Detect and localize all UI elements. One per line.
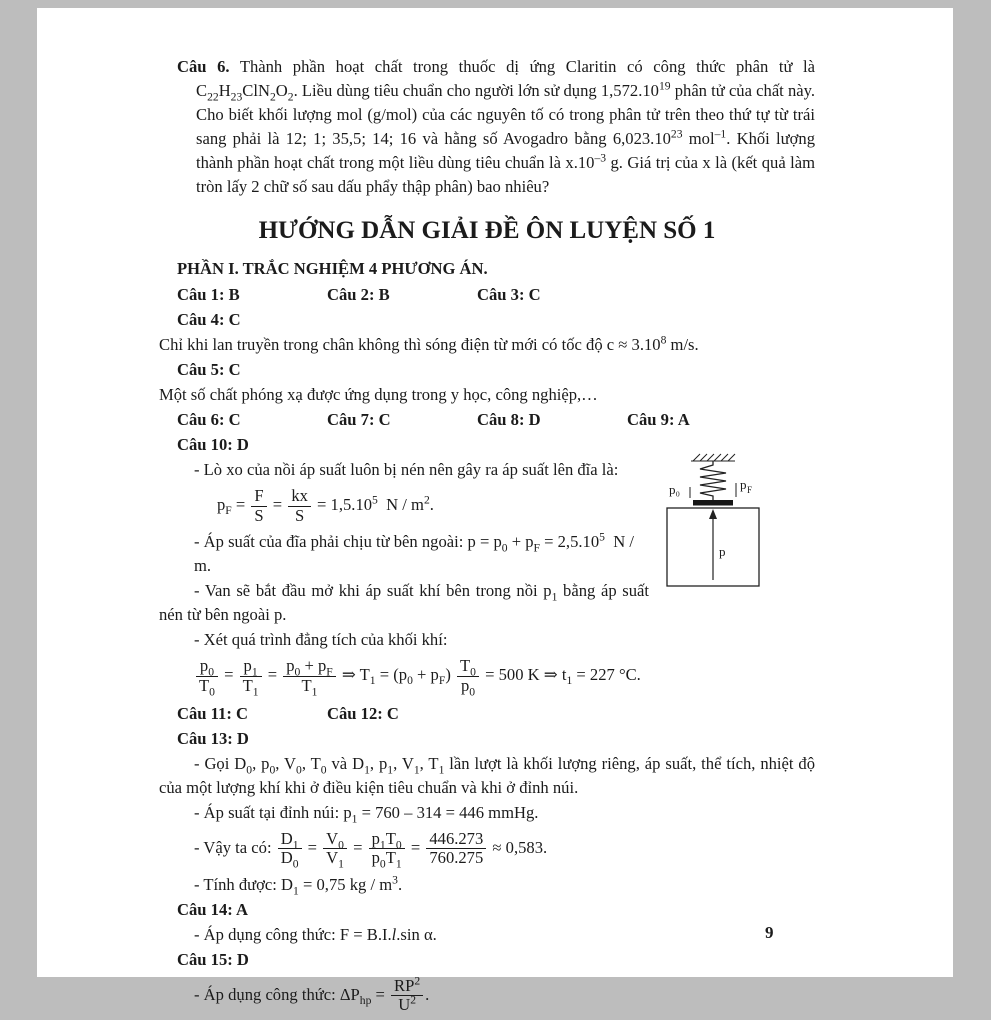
q10-step-2: - Áp suất của đĩa phải chịu từ bên ngoài: $p = p_0 + p_F = 2,5.10^5$ N / m.	[194, 530, 634, 576]
q10-solution	[159, 458, 815, 700]
q13-formula: - Vậy ta có: $\frac{D_1}{D_0}$ = $\frac{V_0}{V_1}$ = $\frac{p_1T_0}{p_0T_1}$ = $\frac{446.273}{760.275}$ ≈ 0,583.	[194, 828, 548, 871]
answer-q1: Câu 1: B	[177, 285, 240, 305]
answer-q13: Câu 13: D	[177, 728, 249, 748]
page-number: 9	[765, 923, 774, 942]
q10-step-1: - Lò xo của nồi áp suất luôn bị nén nên gây ra áp suất lên đĩa là:	[194, 460, 619, 480]
label-pF-base: p	[740, 477, 747, 493]
q13-step-3: - Tính được: $D_1 = 0,75$ kg / $m^3$.	[194, 873, 403, 897]
solutions-heading: HƯỚNG DẪN GIẢI ĐỀ ÔN LUYỆN SỐ 1	[258, 217, 716, 245]
question-6-statement: Câu 6. Thành phần hoạt chất trong thuốc dị ứng Claritin có công thức phân tử là $C_{22}H_{23}ClN_2O_2$. Liều dùng tiêu chuẩn cho người lớn sử dụng 1,572.10$^{19}$ phân tử của chất này. Cho biết khối lượng mol (g/mol) của các nguyên tố có trong phân tử trên theo thứ tự từ trái sang phải là 12; 1; 35,5; 14; 16 và hằng số Avogadro bằng 6,023.10$^{23}$ mol$^{-1}$. Khối lượng thành phần hoạt chất trong một liều dùng tiêu chuẩn là $x.10^{-3}$ g. Giá trị của x là (kết quả làm tròn lấy 2 chữ số sau dấu phẩy thập phân) bao nhiêu?	[177, 56, 815, 196]
answer-q3: Câu 3: C	[477, 285, 541, 305]
answer-row-3	[159, 702, 815, 726]
q13-step-1: - Gọi $D_0$, $p_0$, $V_0$, $T_0$ và $D_1$, $p_1$, $V_1$, $T_1$ lần lượt là khối lượng riêng, áp suất, thể tích, nhiệt độ của một lượng khí khi ở điều kiện tiêu chuẩn và khi ở đỉnh núi.	[159, 753, 816, 797]
label-pF-sub: F	[747, 485, 753, 496]
answer-q2: Câu 2: B	[327, 285, 390, 305]
answer-q15: Câu 15: D	[177, 949, 249, 969]
q10-step-4: - Xét quá trình đẳng tích của khối khí:	[194, 630, 448, 650]
pressure-cooker-diagram	[663, 452, 763, 600]
answer-q14: Câu 14: A	[177, 899, 248, 919]
pressure-arrowhead-icon	[709, 509, 717, 519]
answer-q11: Câu 11: C	[177, 703, 248, 723]
answer-q7: Câu 7: C	[327, 410, 391, 430]
label-p0: p₀	[669, 482, 681, 498]
answer-q12: Câu 12: C	[327, 703, 399, 723]
scanned-page	[37, 8, 953, 1015]
answer-q8: Câu 8: D	[477, 410, 541, 430]
answer-q6: Câu 6: C	[177, 410, 241, 430]
answer-q5: Câu 5: C	[177, 360, 241, 380]
label-p: p	[719, 544, 726, 560]
page-content	[159, 38, 815, 1020]
q10-step-3: - Van sẽ bắt đầu mở khi áp suất khí bên trong nồi $p_1$ bằng áp suất nén từ bên ngoài p.	[159, 581, 650, 625]
q13-step-2: - Áp suất tại đỉnh núi: $p_1 = 760 - 314 = 446$ mmHg.	[194, 802, 539, 825]
answer-row-1	[159, 283, 815, 307]
answer-q9: Câu 9: A	[627, 410, 690, 430]
q10-formula-2: $\frac{p_0}{T_0}$ = $\frac{p_1}{T_1}$ = $\frac{p_0 + p_F}{T_1}$ ⇒ $T_1 = (p_0 + p_F)$ $\frac{T_0}{p_0}$ = 500 K ⇒ $t_1 = 227$ °C.	[159, 657, 815, 695]
ceiling-hatch-icon	[691, 454, 735, 461]
answer-q4: Câu 4: C	[177, 310, 241, 330]
q4-explanation: Chỉ khi lan truyền trong chân không thì sóng điện từ mới có tốc độ $c \approx 3.10^8$ m/s.	[159, 333, 699, 355]
lid-plate-icon	[693, 500, 733, 506]
q14-step-1: - Áp dụng công thức: F = B.I.l.sin α.	[194, 924, 437, 944]
q10-formula-1: $p_F$ = $\frac{F}{S}$ = $\frac{kx}{S}$ = $1,5.10^5$ N / $m^2$.	[217, 486, 434, 525]
q15-formula: - Áp dụng công thức: $\Delta P_{hp}$ = $\frac{RP^2}{U^2}$ .	[194, 974, 430, 1015]
answer-q10: Câu 10: D	[177, 435, 249, 455]
spring-icon	[700, 461, 726, 500]
q5-explanation: Một số chất phóng xạ được ứng dụng trong y học, công nghiệp,…	[159, 385, 598, 405]
part1-title: PHẦN I. TRẮC NGHIỆM 4 PHƯƠNG ÁN.	[177, 259, 488, 279]
answer-row-2	[159, 408, 815, 432]
